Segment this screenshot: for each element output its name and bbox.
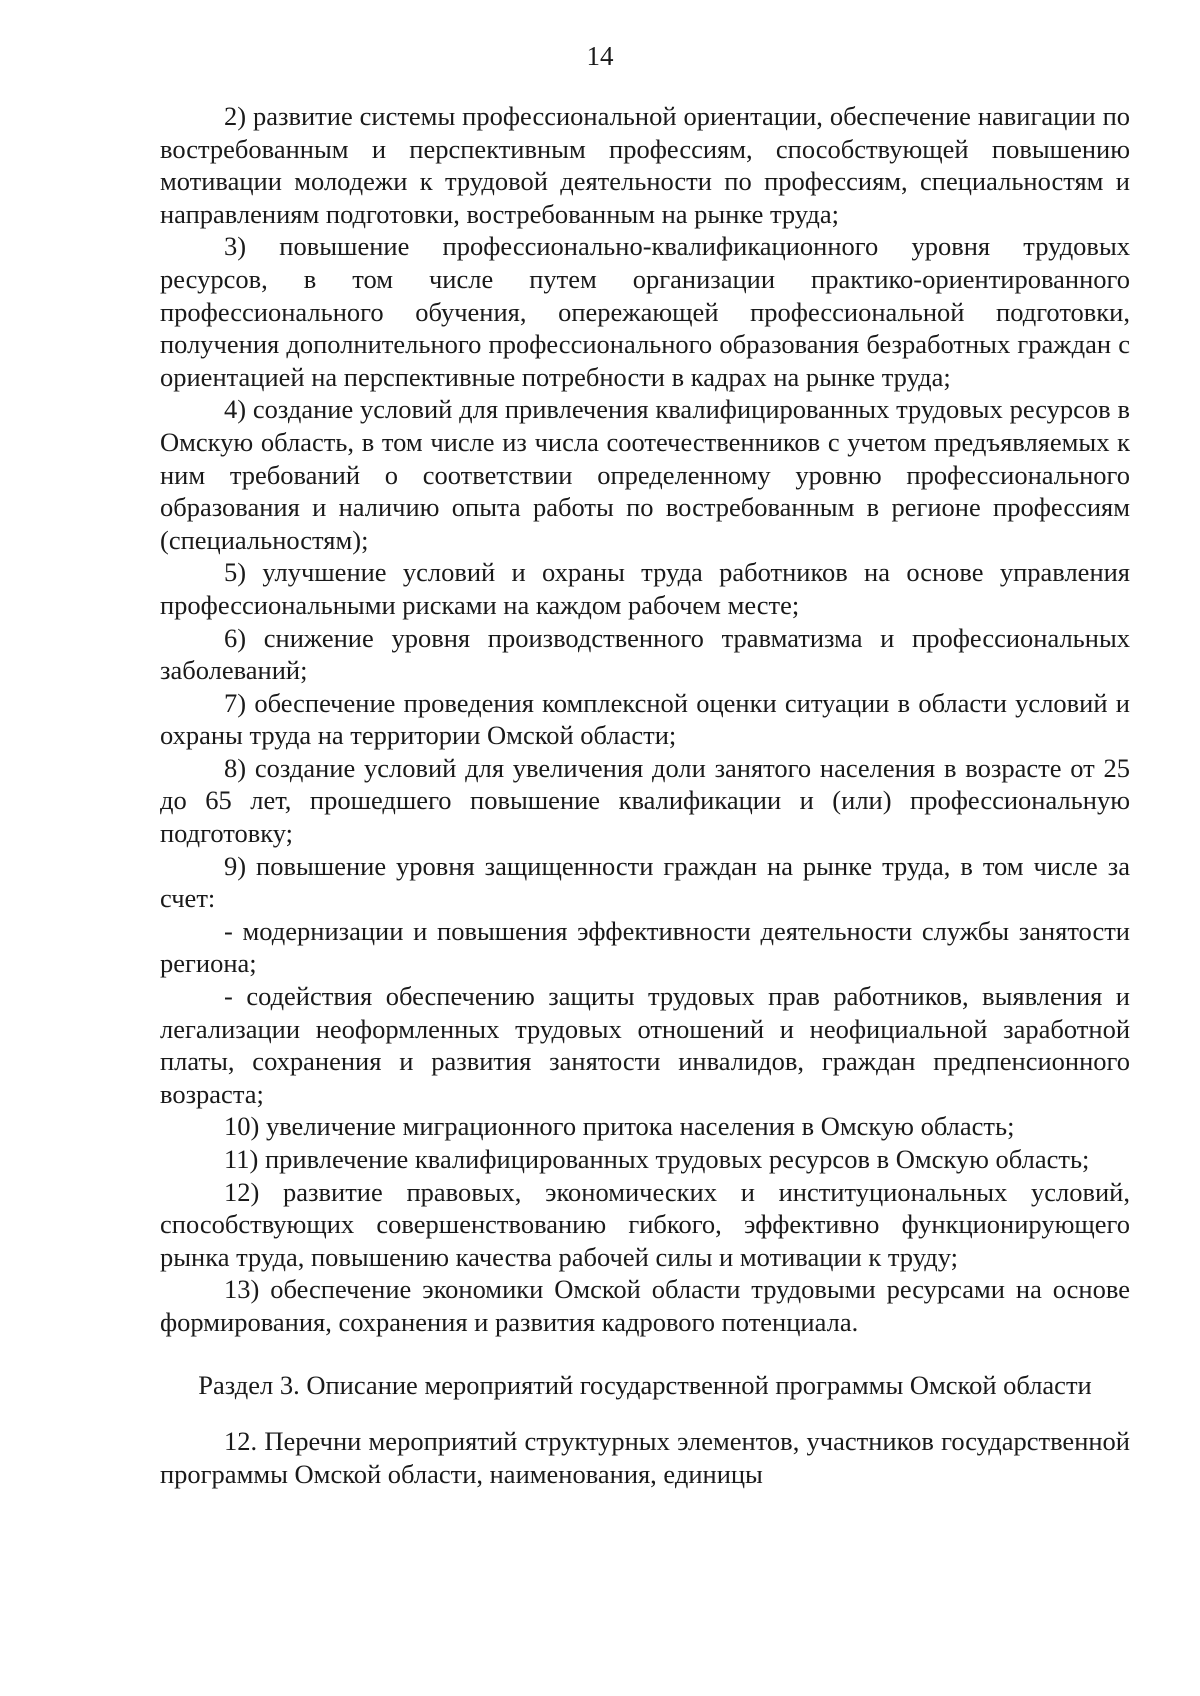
list-item-13: 13) обеспечение экономики Омской области трудовыми ресурсами на основе формирования, сохранения и развития кадрового потенциала. xyxy=(160,1274,1130,1337)
sub-item-modernization: - модернизации и повышения эффективности деятельности службы занятости региона; xyxy=(160,915,1130,979)
list-item-2: 2) развитие системы профессиональной ориентации, обеспечение навигации по востребованным и перспективным профессиям, способствующей повышению мотивации молодежи к трудовой деятельности по профессиям, специальностям и направлениям подготовки, востребованным на рынке труда; xyxy=(160,101,1130,229)
list-item-11: 11) привлечение квалифицированных трудовых ресурсов в Омскую область; xyxy=(224,1144,1090,1174)
list-item-4: 4) создание условий для привлечения квалифицированных трудовых ресурсов в Омскую область, в том числе из числа соотечественников с учетом предъявляемых к ним требований о соответствии определенному уровню профессионального образования и наличию опыта работы по востребованным в регионе профессиям (специальностям); xyxy=(160,394,1130,555)
section-paragraph-12: 12. Перечни мероприятий структурных элементов, участников государственной программы Омской области, наименования, единицы xyxy=(160,1426,1130,1489)
list-item-5: 5) улучшение условий и охраны труда работников на основе управления профессиональными рисками на каждом рабочем месте; xyxy=(160,557,1130,620)
list-item-3: 3) повышение профессионально-квалификационного уровня трудовых ресурсов, в том числе путем организации практико-ориентированного профессионального обучения, опережающей профессиональной подготовки, получения дополнительного профессионального образования безработных граждан с ориентацией на перспективные потребности в кадрах на рынке труда; xyxy=(160,231,1130,392)
document-body xyxy=(160,100,1130,1490)
list-item-10: 10) увеличение миграционного притока населения в Омскую область; xyxy=(224,1111,1015,1142)
page-number: 14 xyxy=(586,41,614,71)
list-item-7: 7) обеспечение проведения комплексной оценки ситуации в области условий и охраны труда на территории Омской области; xyxy=(160,687,1130,751)
section-title: Раздел 3. Описание мероприятий государственной программы Омской области xyxy=(198,1369,1092,1400)
list-item-9: 9) повышение уровня защищенности граждан на рынке труда, в том числе за счет: xyxy=(160,850,1130,914)
list-item-6: 6) снижение уровня производственного травматизма и профессиональных заболеваний; xyxy=(160,622,1130,686)
sub-item-labor-rights: - содействия обеспечению защиты трудовых прав работников, выявления и легализации неоформленных трудовых отношений и неофициальной заработной платы, сохранения и развития занятости инвалидов, граждан предпенсионного возраста; xyxy=(160,981,1130,1109)
list-item-8: 8) создание условий для увеличения доли занятого населения в возрасте от 25 до 65 лет, прошедшего повышение квалификации и (или) профессиональную подготовку; xyxy=(160,752,1130,849)
list-item-12: 12) развитие правовых, экономических и институциональных условий, способствующих совершенствованию гибкого, эффективно функционирующего рынка труда, повышению качества рабочей силы и мотивации к труду; xyxy=(160,1176,1130,1272)
